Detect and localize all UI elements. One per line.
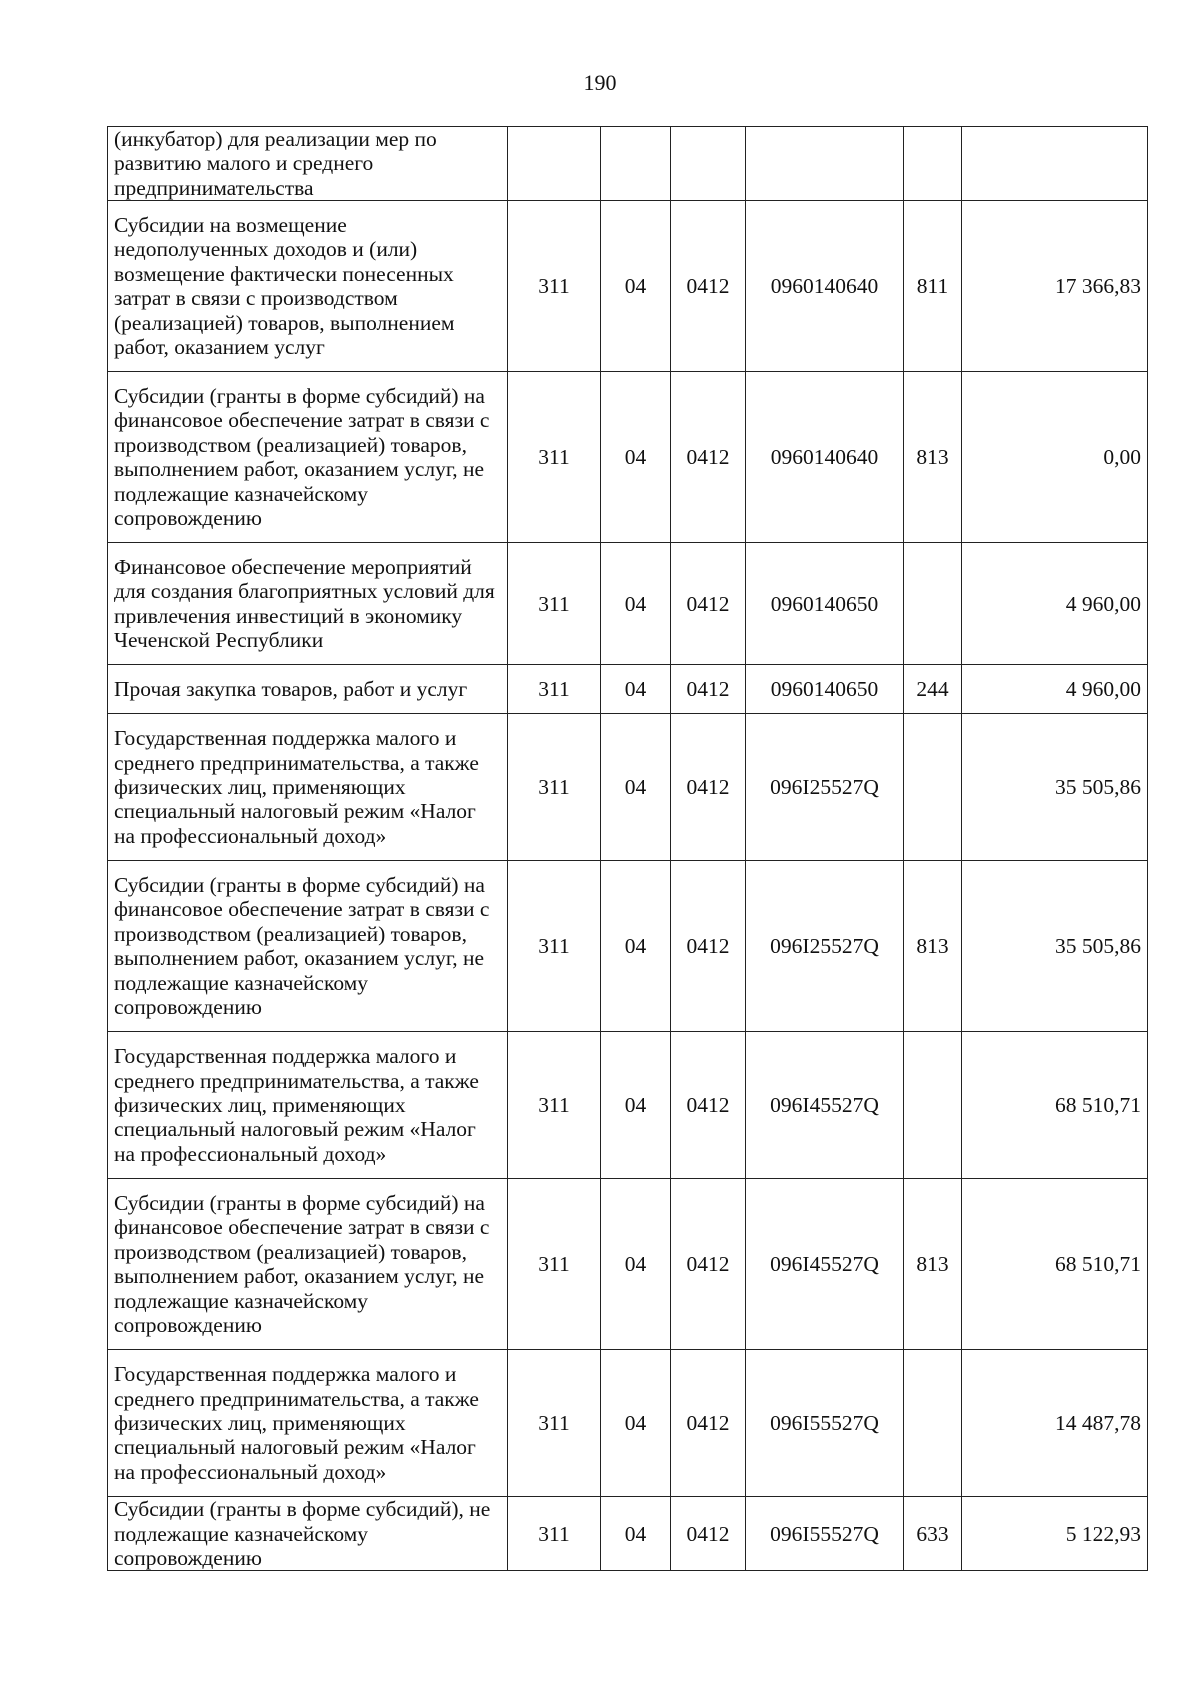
row-name-cell: Прочая закупка товаров, работ и услуг (108, 665, 508, 714)
section-code-cell: 04 (601, 1032, 671, 1179)
target-code-cell: 096I25527Q (746, 714, 904, 861)
table-row (108, 1497, 1148, 1571)
expense-type-cell: 811 (904, 201, 962, 372)
section-code-cell: 04 (601, 1497, 671, 1571)
subsection-code-cell: 0412 (671, 861, 746, 1032)
expense-type-cell (904, 1032, 962, 1179)
amount-cell: 4 960,00 (962, 665, 1148, 714)
table-row (108, 861, 1148, 1032)
amount-cell (962, 127, 1148, 201)
ministry-code-cell: 311 (508, 201, 601, 372)
section-code-cell: 04 (601, 861, 671, 1032)
section-code-cell: 04 (601, 665, 671, 714)
section-code-cell: 04 (601, 201, 671, 372)
row-name-cell: (инкубатор) для реализации мер по развитию малого и среднего предпринимательства (108, 127, 508, 201)
section-code-cell: 04 (601, 1179, 671, 1350)
target-code-cell: 0960140650 (746, 665, 904, 714)
subsection-code-cell: 0412 (671, 372, 746, 543)
target-code-cell: 096I55527Q (746, 1350, 904, 1497)
ministry-code-cell: 311 (508, 543, 601, 665)
ministry-code-cell (508, 127, 601, 201)
section-code-cell: 04 (601, 1350, 671, 1497)
section-code-cell: 04 (601, 714, 671, 861)
row-name-cell: Субсидии на возмещение недополученных доходов и (или) возмещение фактически понесенных затрат в связи с производством (реализацией) товаров, выполнением работ, оказанием услуг (108, 201, 508, 372)
target-code-cell (746, 127, 904, 201)
budget-table (107, 126, 1148, 1571)
subsection-code-cell: 0412 (671, 1179, 746, 1350)
ministry-code-cell: 311 (508, 1032, 601, 1179)
amount-cell: 4 960,00 (962, 543, 1148, 665)
expense-type-cell: 813 (904, 861, 962, 1032)
expense-type-cell (904, 127, 962, 201)
expense-type-cell: 813 (904, 1179, 962, 1350)
subsection-code-cell: 0412 (671, 665, 746, 714)
section-code-cell: 04 (601, 372, 671, 543)
row-name-cell: Субсидии (гранты в форме субсидий), не подлежащие казначейскому сопровождению (108, 1497, 508, 1571)
subsection-code-cell (671, 127, 746, 201)
table-row (108, 1179, 1148, 1350)
row-name-cell: Субсидии (гранты в форме субсидий) на финансовое обеспечение затрат в связи с производством (реализацией) товаров, выполнением работ, оказанием услуг, не подлежащие казначейскому сопровождению (108, 372, 508, 543)
ministry-code-cell: 311 (508, 372, 601, 543)
amount-cell: 68 510,71 (962, 1032, 1148, 1179)
table-row (108, 665, 1148, 714)
target-code-cell: 096I45527Q (746, 1179, 904, 1350)
amount-cell: 35 505,86 (962, 861, 1148, 1032)
row-name-cell: Финансовое обеспечение мероприятий для создания благоприятных условий для привлечения инвестиций в экономику Чеченской Республики (108, 543, 508, 665)
table-row (108, 714, 1148, 861)
target-code-cell: 0960140640 (746, 372, 904, 543)
target-code-cell: 096I45527Q (746, 1032, 904, 1179)
expense-type-cell (904, 543, 962, 665)
subsection-code-cell: 0412 (671, 201, 746, 372)
subsection-code-cell: 0412 (671, 1497, 746, 1571)
ministry-code-cell: 311 (508, 1350, 601, 1497)
page-number: 190 (583, 70, 617, 95)
subsection-code-cell: 0412 (671, 1032, 746, 1179)
target-code-cell: 096I25527Q (746, 861, 904, 1032)
target-code-cell: 096I55527Q (746, 1497, 904, 1571)
ministry-code-cell: 311 (508, 1497, 601, 1571)
amount-cell: 17 366,83 (962, 201, 1148, 372)
subsection-code-cell: 0412 (671, 1350, 746, 1497)
ministry-code-cell: 311 (508, 861, 601, 1032)
expense-type-cell (904, 714, 962, 861)
amount-cell: 0,00 (962, 372, 1148, 543)
amount-cell: 68 510,71 (962, 1179, 1148, 1350)
section-code-cell (601, 127, 671, 201)
ministry-code-cell: 311 (508, 714, 601, 861)
ministry-code-cell: 311 (508, 1179, 601, 1350)
row-name-cell: Субсидии (гранты в форме субсидий) на финансовое обеспечение затрат в связи с производством (реализацией) товаров, выполнением работ, оказанием услуг, не подлежащие казначейскому сопровождению (108, 861, 508, 1032)
expense-type-cell: 633 (904, 1497, 962, 1571)
subsection-code-cell: 0412 (671, 714, 746, 861)
table-row (108, 201, 1148, 372)
row-name-cell: Государственная поддержка малого и среднего предпринимательства, а также физических лиц, применяющих специальный налоговый режим «Налог на профессиональный доход» (108, 1350, 508, 1497)
expense-type-cell: 813 (904, 372, 962, 543)
table-row (108, 1350, 1148, 1497)
table-row (108, 1032, 1148, 1179)
row-name-cell: Государственная поддержка малого и среднего предпринимательства, а также физических лиц, применяющих специальный налоговый режим «Налог на профессиональный доход» (108, 1032, 508, 1179)
expense-type-cell (904, 1350, 962, 1497)
expense-type-cell: 244 (904, 665, 962, 714)
amount-cell: 35 505,86 (962, 714, 1148, 861)
row-name-cell: Субсидии (гранты в форме субсидий) на финансовое обеспечение затрат в связи с производством (реализацией) товаров, выполнением работ, оказанием услуг, не подлежащие казначейскому сопровождению (108, 1179, 508, 1350)
target-code-cell: 0960140640 (746, 201, 904, 372)
table-row (108, 127, 1148, 201)
section-code-cell: 04 (601, 543, 671, 665)
subsection-code-cell: 0412 (671, 543, 746, 665)
amount-cell: 5 122,93 (962, 1497, 1148, 1571)
table-row (108, 543, 1148, 665)
amount-cell: 14 487,78 (962, 1350, 1148, 1497)
row-name-cell: Государственная поддержка малого и среднего предпринимательства, а также физических лиц, применяющих специальный налоговый режим «Налог на профессиональный доход» (108, 714, 508, 861)
target-code-cell: 0960140650 (746, 543, 904, 665)
ministry-code-cell: 311 (508, 665, 601, 714)
table-row (108, 372, 1148, 543)
